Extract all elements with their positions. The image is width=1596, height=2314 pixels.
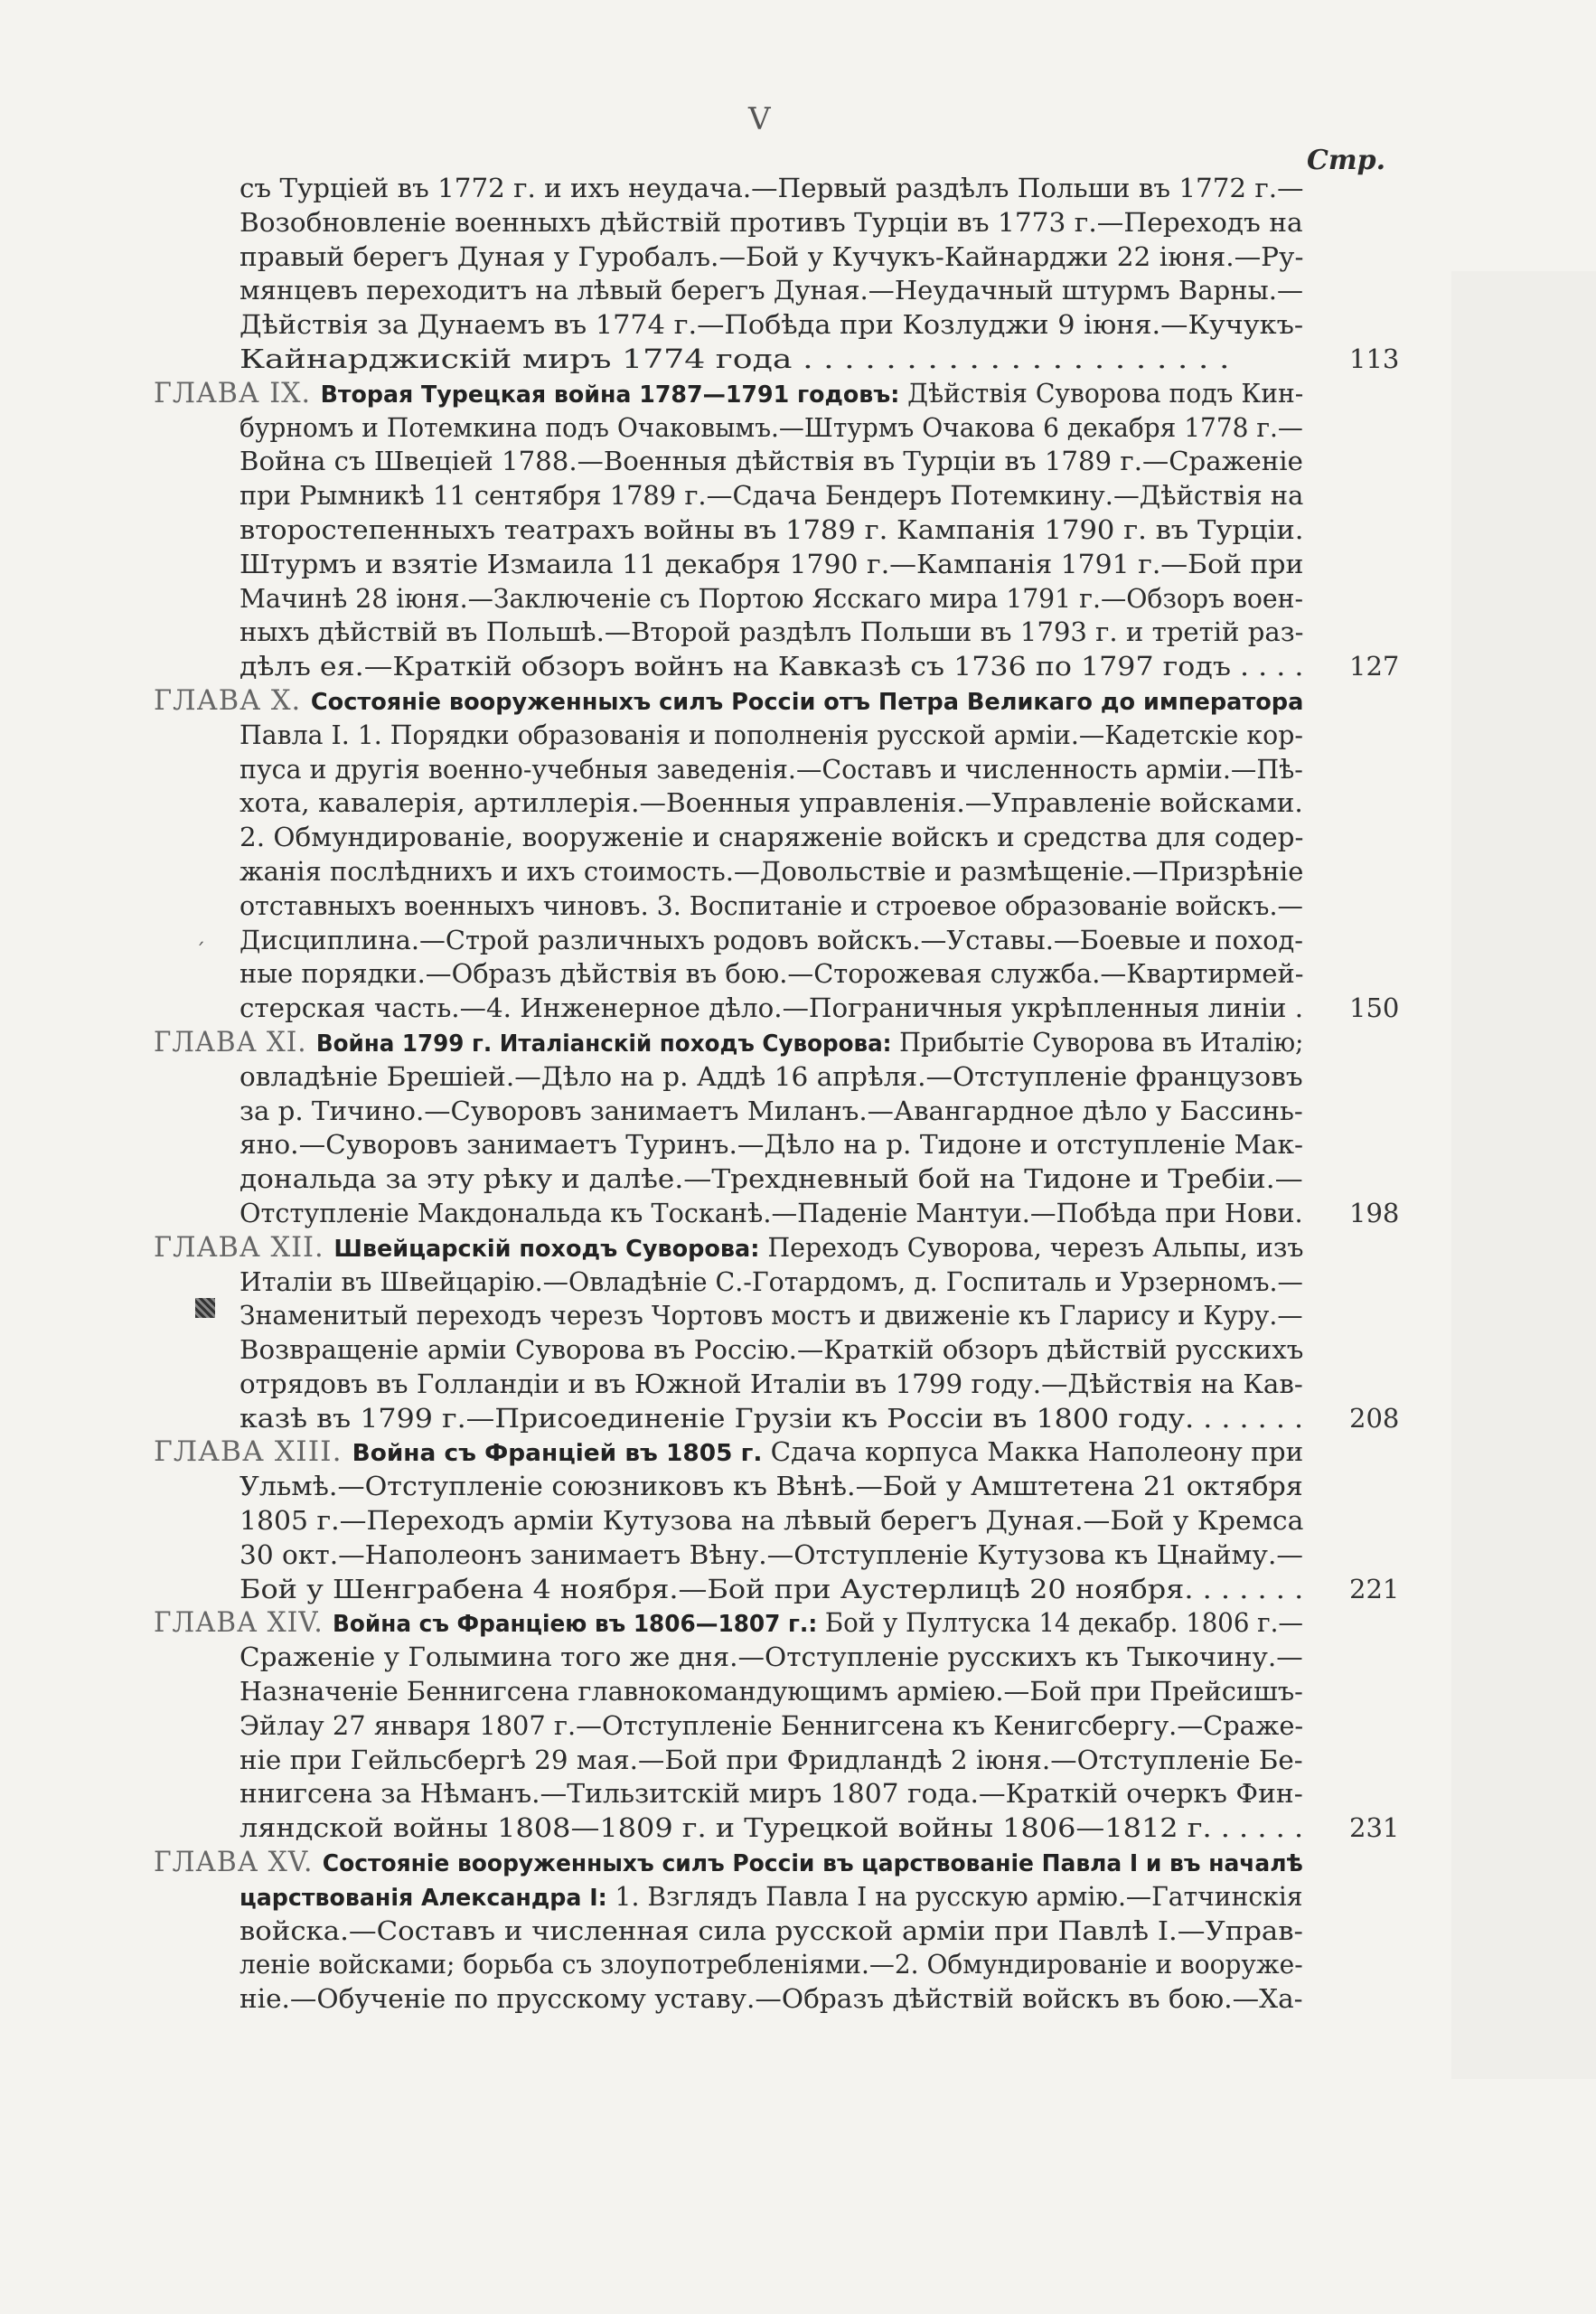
toc-line xyxy=(0,684,1596,719)
toc-line-text: отрядовъ въ Голландіи и въ Южной Италіи въ 1799 году.—Дѣйствія на Кав- xyxy=(239,1368,1303,1399)
toc-line-text: Италіи въ Швейцарію.—Овладѣніе С.-Готардомъ, д. Госпиталь и Урзерномъ.— xyxy=(239,1265,1303,1297)
toc-line-text: пуса и другія военно-учебныя заведенія.—Составъ и численность арміи.—Пѣ- xyxy=(239,753,1303,785)
toc-line-text: дѣлъ ея.—Краткій обзоръ войнъ на Кавказѣ съ 1736 по 1797 годъ . . . . xyxy=(239,651,1304,682)
toc-line xyxy=(0,821,1596,855)
toc-line-text: ныхъ дѣйствій въ Польшѣ.—Второй раздѣлъ Польши въ 1793 г. и третій раз- xyxy=(239,616,1304,648)
toc-line-text: яно.—Суворовъ занимаетъ Туринъ.—Дѣло на р. Тидоне и отступленіе Мак- xyxy=(239,1129,1304,1161)
toc-line-text xyxy=(154,377,1303,413)
toc-entry xyxy=(0,684,1596,1026)
toc-line-text: при Рымникѣ 11 сентября 1789 г.—Сдача Бендеръ Потемкину.—Дѣйствія на xyxy=(239,480,1304,512)
toc-line xyxy=(0,1709,1596,1744)
toc-line xyxy=(0,992,1596,1026)
chapter-label: ГЛАВА XI. xyxy=(154,1025,316,1058)
toc-line-text: овладѣніе Брешіей.—Дѣло на р. Аддѣ 16 апрѣля.—Отступленіе французовъ xyxy=(239,1060,1303,1092)
toc-line xyxy=(0,513,1596,548)
toc-line xyxy=(0,1402,1596,1436)
chapter-heading: Швейцарскій походъ Суворова: xyxy=(333,1235,768,1263)
chapter-summary: Дѣйствія Суворова подъ Кин- xyxy=(907,377,1304,409)
chapter-heading: Состояніе вооруженныхъ силъ Россіи въ царствованіе Павла I и въ началѣ xyxy=(322,1850,1303,1878)
page-ref: 198 xyxy=(1349,1197,1400,1228)
toc-line xyxy=(0,1573,1596,1607)
chapter-heading: Состояніе вооруженныхъ силъ Россіи отъ Петра Великаго до императора xyxy=(310,688,1304,716)
toc-line-text xyxy=(154,1846,1303,1882)
toc-line-text: леніе войсками; борьба съ злоупотребленіями.—2. Обмундированіе и вооруже- xyxy=(239,1949,1303,1980)
toc-entry xyxy=(0,172,1596,377)
page-ref: 127 xyxy=(1349,651,1400,682)
toc-line xyxy=(0,1914,1596,1949)
toc-line xyxy=(0,1606,1596,1641)
toc-entry xyxy=(0,1435,1596,1606)
toc-line xyxy=(0,274,1596,308)
toc-line xyxy=(0,582,1596,616)
chapter-summary: Прибытіе Суворова въ Италію; xyxy=(899,1026,1304,1058)
toc-line-text: за р. Тичино.—Суворовъ занимаетъ Миланъ.—Авангардное дѣло у Бассинь- xyxy=(239,1095,1303,1126)
toc-line-text: Кайнарджискій миръ 1774 года . . . . . . . . . . . . . . . . . . . . . xyxy=(239,343,1230,374)
toc-line xyxy=(0,1948,1596,1982)
toc-line xyxy=(0,1435,1596,1470)
toc-line xyxy=(0,1060,1596,1095)
toc-line-text: мянцевъ переходитъ на лѣвый берегъ Дуная.—Неудачный штурмъ Варны.— xyxy=(239,275,1304,306)
toc-line xyxy=(0,1333,1596,1368)
chapter-summary: Бой у Пултуска 14 декабр. 1806 г.— xyxy=(824,1607,1304,1639)
toc-line-text xyxy=(239,1880,1303,1916)
toc-line xyxy=(0,889,1596,924)
toc-line-text: отставныхъ военныхъ чиновъ. 3. Воспитаніе и строевое образованіе войскъ.— xyxy=(239,889,1303,921)
toc-line-text: второстепенныхъ театрахъ войны въ 1789 г. Кампанія 1790 г. въ Турціи. xyxy=(239,513,1304,545)
toc-line-text: ляндской войны 1808—1809 г. и Турецкой войны 1806—1812 г. . . . . . xyxy=(239,1812,1304,1844)
toc-line-text: 30 окт.—Наполеонъ занимаетъ Вѣну.—Отступленіе Кутузова къ Цнайму.— xyxy=(239,1538,1303,1570)
chapter-heading: Война съ Франціей въ 1805 г. xyxy=(352,1440,771,1468)
toc-line-text: Мачинѣ 28 іюня.—Заключеніе съ Портою Ясскаго мира 1791 г.—Обзоръ воен- xyxy=(239,582,1304,614)
toc-line xyxy=(0,957,1596,992)
toc-line xyxy=(0,1504,1596,1538)
toc-line-text: Возобновленіе военныхъ дѣйствій противъ Турціи въ 1773 г.—Переходъ на xyxy=(239,206,1303,238)
toc-line-text: съ Турціей въ 1772 г. и ихъ неудача.—Первый раздѣлъ Польши въ 1772 г.— xyxy=(239,173,1304,203)
page-ref: 221 xyxy=(1349,1573,1400,1604)
toc-line-text: Дисциплина.—Строй различныхъ родовъ войскъ.—Уставы.—Боевые и поход- xyxy=(239,924,1304,955)
toc-line-text: жанія послѣднихъ и ихъ стоимость.—Довольствіе и размѣщеніе.—Призрѣніе xyxy=(239,855,1304,887)
toc-line xyxy=(0,1162,1596,1197)
toc-line-text: казѣ въ 1799 г.—Присоединеніе Грузіи къ Россіи въ 1800 году. . . . . . . xyxy=(239,1402,1304,1434)
toc-line xyxy=(0,1982,1596,2017)
toc-line-text: стерская часть.—4. Инженерное дѣло.—Пограничныя укрѣпленныя линіи . xyxy=(239,992,1304,1024)
toc-entry xyxy=(0,1606,1596,1846)
page-ref: 150 xyxy=(1349,992,1400,1024)
toc-line-text: Павла I. 1. Порядки образованія и пополненія русской арміи.—Кадетскіе кор- xyxy=(239,719,1303,750)
page-ref: 208 xyxy=(1349,1402,1400,1434)
toc-line-text: Штурмъ и взятіе Измаила 11 декабря 1790 г.—Кампанія 1791 г.—Бой при xyxy=(239,548,1304,579)
toc-line-text xyxy=(154,1231,1303,1267)
toc-line xyxy=(0,1265,1596,1300)
toc-entry xyxy=(0,1231,1596,1436)
toc-line-text xyxy=(154,1435,1303,1472)
toc-line xyxy=(0,1128,1596,1162)
toc-line-text: Назначеніе Беннигсена главнокомандующимъ арміею.—Бой при Прейсишъ- xyxy=(239,1676,1303,1707)
toc-line-text: ніе.—Обученіе по прусскому уставу.—Образъ дѣйствій войскъ въ бою.—Ха- xyxy=(239,1983,1303,2015)
toc-line-text: Ульмѣ.—Отступленіе союзниковъ къ Вѣнѣ.—Бой у Амштетена 21 октября xyxy=(239,1471,1303,1502)
toc-line-text: войска.—Составъ и численная сила русской арміи при Павлѣ I.—Управ- xyxy=(239,1914,1303,1946)
chapter-label: ГЛАВА XV. xyxy=(154,1846,323,1879)
toc-line xyxy=(0,855,1596,889)
chapter-label: ГЛАВА XIII. xyxy=(154,1435,352,1469)
chapter-summary: Сдача корпуса Макка Наполеону при xyxy=(770,1436,1304,1468)
toc-line xyxy=(0,719,1596,753)
page-ref: 231 xyxy=(1349,1812,1400,1844)
toc-line-text: 2. Обмундированіе, вооруженіе и снаряженіе войскъ и средства для содер- xyxy=(239,822,1304,853)
toc-line xyxy=(0,479,1596,513)
toc-line xyxy=(0,1846,1596,1880)
toc-line xyxy=(0,1641,1596,1675)
toc-line xyxy=(0,377,1596,411)
toc-line xyxy=(0,1299,1596,1333)
toc-line xyxy=(0,1368,1596,1402)
chapter-summary: 1. Взглядъ Павла I на русскую армію.—Гатчинскія xyxy=(615,1880,1303,1912)
toc-entry xyxy=(0,377,1596,684)
toc-line xyxy=(0,650,1596,684)
toc-line xyxy=(0,1675,1596,1709)
toc-line xyxy=(0,1231,1596,1265)
toc-entry xyxy=(0,1846,1596,2017)
toc-line xyxy=(0,1470,1596,1504)
toc-entry xyxy=(0,1026,1596,1231)
chapter-heading: Вторая Турецкая война 1787—1791 годовъ: xyxy=(320,381,908,409)
chapter-heading: Война съ Франціею въ 1806—1807 г.: xyxy=(333,1611,825,1639)
page-column-header: Стр. xyxy=(1307,145,1386,176)
toc-line-text: Эйлау 27 января 1807 г.—Отступленіе Беннигсена къ Кенигсбергу.—Сраже- xyxy=(239,1709,1304,1741)
chapter-label: ГЛАВА XIV. xyxy=(154,1606,333,1640)
toc-line-text: Дѣйствія за Дунаемъ въ 1774 г.—Побѣда при Козлуджи 9 іюня.—Кучукъ- xyxy=(239,309,1304,341)
toc-line xyxy=(0,1811,1596,1846)
toc-line-text: бурномъ и Потемкина подъ Очаковымъ.—Штурмъ Очакова 6 декабря 1778 г.— xyxy=(239,411,1303,443)
margin-mark: ˊ xyxy=(195,941,205,964)
toc-line-text xyxy=(154,684,1303,720)
toc-line xyxy=(0,548,1596,582)
toc-line-text: 1805 г.—Переходъ арміи Кутузова на лѣвый берегъ Дуная.—Бой у Кремса xyxy=(239,1505,1304,1537)
toc-line-text: ные порядки.—Образъ дѣйствія въ бою.—Сторожевая служба.—Квартирмей- xyxy=(239,958,1304,990)
chapter-heading: царствованія Александра I: xyxy=(239,1884,615,1912)
toc-line xyxy=(0,411,1596,446)
toc-line-text xyxy=(154,1606,1303,1642)
toc-line xyxy=(0,206,1596,240)
chapter-summary: Переходъ Суворова, черезъ Альпы, изъ xyxy=(767,1231,1304,1263)
toc-line-text: Знаменитый переходъ черезъ Чортовъ мостъ и движеніе къ Гларису и Куру.— xyxy=(239,1300,1303,1331)
toc-line-text: дональда за эту рѣку и далѣе.—Трехдневный бой на Тидоне и Требіи.— xyxy=(239,1163,1303,1195)
toc-line xyxy=(0,445,1596,479)
toc-line xyxy=(0,343,1596,377)
chapter-label: ГЛАВА XII. xyxy=(154,1230,334,1264)
toc-line-text: ннигсена за Нѣманъ.—Тильзитскій миръ 1807 года.—Краткій очеркъ Фин- xyxy=(239,1778,1303,1810)
toc-line-text: Отступленіе Макдональда къ Тосканѣ.—Паденіе Мантуи.—Побѣда при Нови. xyxy=(239,1197,1303,1228)
toc-line xyxy=(0,1026,1596,1060)
toc-line xyxy=(0,240,1596,275)
toc-line xyxy=(0,1197,1596,1231)
table-of-contents xyxy=(0,172,1596,2017)
toc-line-text: Бой у Шенграбена 4 ноября.—Бой при Аустерлицѣ 20 ноября. . . . . . . xyxy=(239,1573,1304,1604)
toc-line xyxy=(0,616,1596,650)
toc-line xyxy=(0,1744,1596,1778)
chapter-heading: Война 1799 г. Италіанскій походъ Суворова: xyxy=(315,1030,900,1058)
chapter-label: ГЛАВА IX. xyxy=(154,376,321,409)
toc-line xyxy=(0,753,1596,787)
toc-line-text: Возвращеніе арміи Суворова въ Россію.—Краткій обзоръ дѣйствій русскихъ xyxy=(239,1334,1304,1366)
toc-line xyxy=(0,924,1596,958)
page-number: V xyxy=(748,101,771,137)
toc-line xyxy=(0,786,1596,821)
toc-line-text: ніе при Гейльсбергѣ 29 мая.—Бой при Фридландѣ 2 іюня.—Отступленіе Бе- xyxy=(239,1744,1303,1775)
toc-line-text: правый берегъ Дуная у Гуробалъ.—Бой у Кучукъ-Кайнарджи 22 іюня.—Ру- xyxy=(239,240,1304,272)
toc-line xyxy=(0,308,1596,343)
toc-line xyxy=(0,172,1596,206)
toc-line xyxy=(0,1095,1596,1129)
toc-line xyxy=(0,1538,1596,1573)
toc-line-text xyxy=(154,1026,1303,1062)
toc-line xyxy=(0,1880,1596,1914)
page-ref: 113 xyxy=(1349,343,1400,374)
chapter-label: ГЛАВА Х. xyxy=(154,683,311,717)
toc-line xyxy=(0,1777,1596,1811)
toc-line-text: хота, кавалерія, артиллерія.—Военныя управленія.—Управленіе войсками. xyxy=(239,787,1303,819)
toc-line-text: Сраженіе у Голымина того же дня.—Отступленіе русскихъ къ Тыкочину.— xyxy=(239,1641,1303,1673)
toc-line-text: Война съ Швеціей 1788.—Военныя дѣйствія въ Турціи въ 1789 г.—Сраженіе xyxy=(239,446,1303,477)
